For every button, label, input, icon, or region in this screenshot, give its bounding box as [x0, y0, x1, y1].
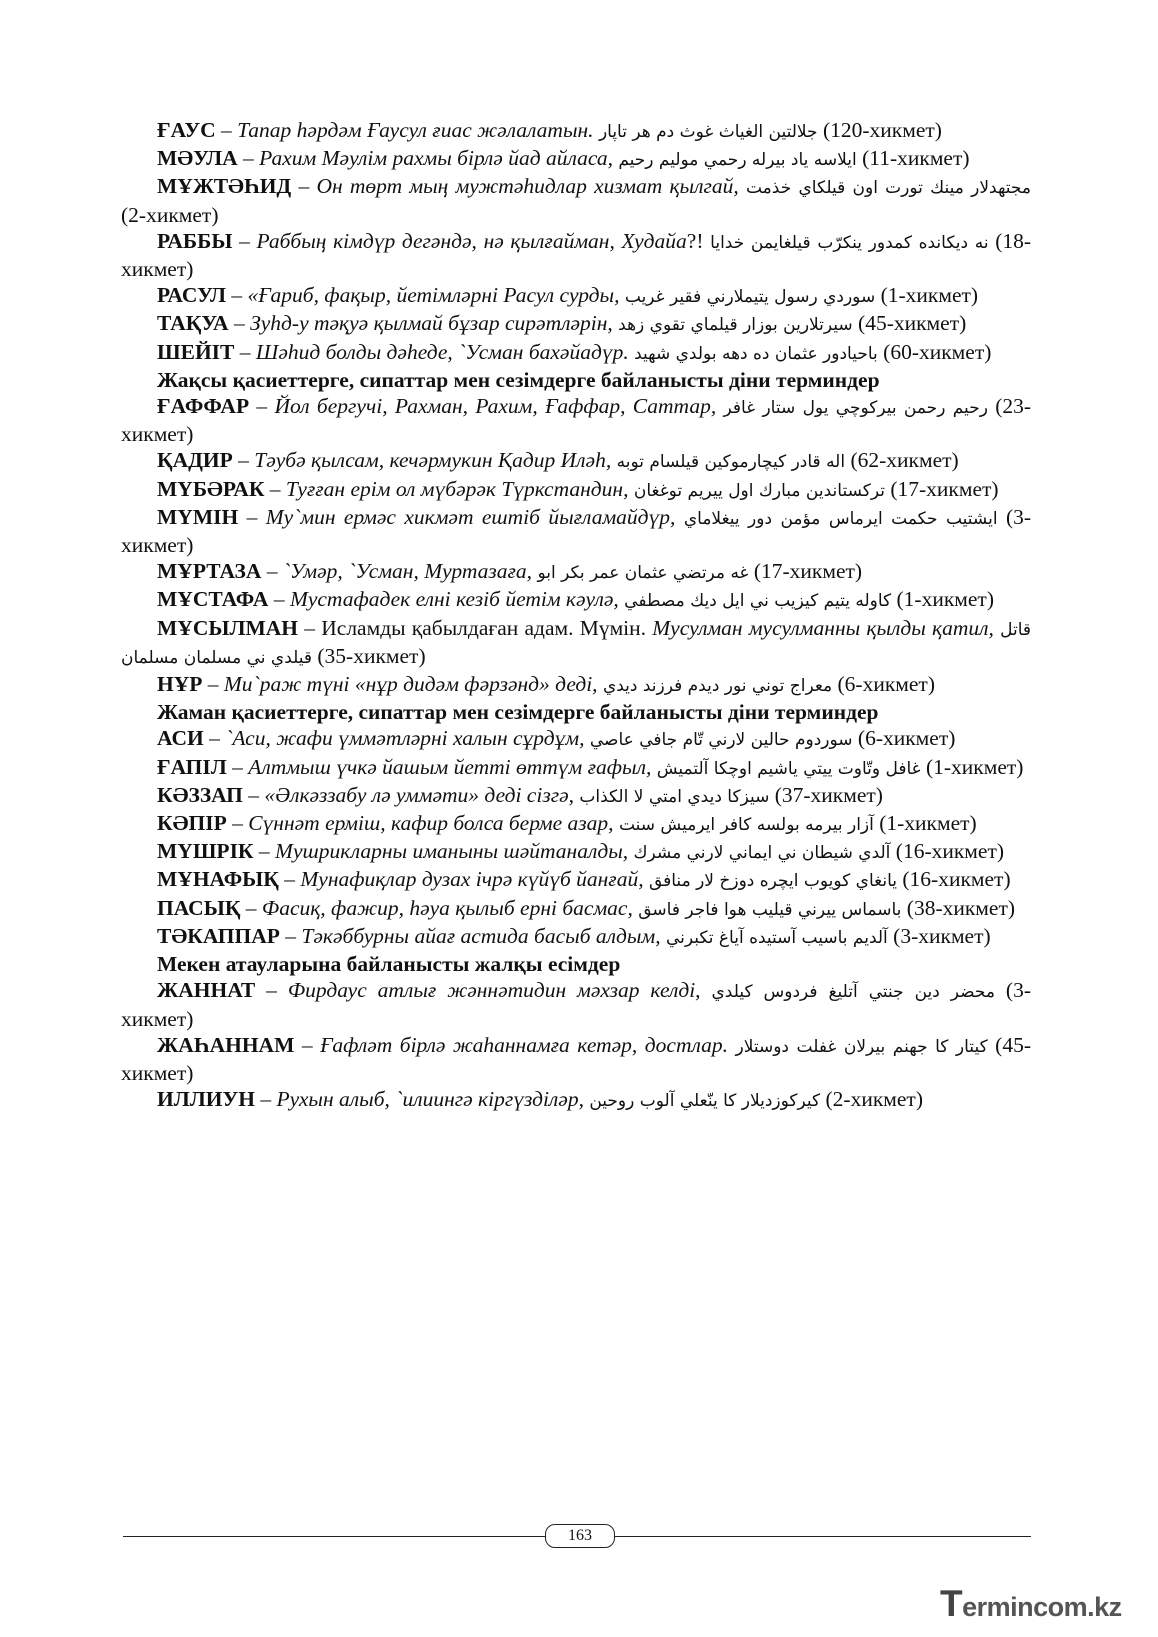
entry-reference: (16-хикмет): [895, 839, 1005, 864]
entry-quote: Му`мин ермәс хикмәт ештіб йығламайдүр,: [265, 504, 676, 529]
entry-dash: –: [231, 283, 243, 308]
entry-arabic-script: باحيادور عثمان ده دهه بولدي شهيد: [634, 343, 878, 364]
entry-arabic-script: نه ديكانده كمدور ينكرّب قيلغايمن خدايا: [710, 232, 989, 253]
entry-term: МҮМІН: [157, 504, 239, 529]
entry-quote: Туғған ерім ол мүбәрәк Түркстандин,: [285, 476, 629, 501]
entry-arabic-script: غه مرتضي عثمان عمر بكر ابو: [537, 563, 749, 584]
entry-arabic-script: كيتار كا جهنم بيرلان غفلت دوستلار: [735, 1036, 988, 1057]
entry-dash: –: [260, 1087, 272, 1112]
entry-dash: –: [266, 978, 277, 1003]
entry-quote: Тапар һәрдәм Ғаусул ғиас жәлалатын.: [237, 118, 594, 142]
entry-term: МӘУЛА: [157, 146, 238, 171]
entry-arabic-script: آلدي شيطان ني ايماني لارني مشرك: [633, 843, 891, 864]
glossary-entry: [121, 754, 1031, 782]
entry-reference: (3-хикмет): [121, 504, 1032, 558]
entry-dash: –: [245, 895, 257, 920]
entry-quote: Рахим Мәулім рахмы бірлә йад айласа,: [259, 146, 613, 171]
entry-term: ШЕЙІТ: [157, 339, 235, 364]
entry-arabic-script: مجتهدلار مينك تورت اون قيلكاي خذمت: [745, 178, 1031, 199]
entry-dash: –: [221, 118, 232, 142]
entry-quote: Мусулман мусулманны қылды қатил,: [652, 615, 994, 640]
entry-reference: (2-хикмет): [825, 1087, 923, 1112]
entry-dash: –: [238, 448, 249, 473]
entry-dash: –: [209, 726, 220, 751]
entry-reference: (23-хикмет): [121, 394, 1032, 447]
glossary-entry: [121, 866, 1031, 894]
entry-quote: `Аси, жафи үммәтләрні халын сұрдұм,: [225, 726, 585, 751]
entry-term: МҰНАФЫҚ: [157, 867, 279, 892]
entry-arabic-script: كيركوزديلار كا ينّعلي آلوب روحين: [589, 1091, 821, 1112]
entry-reference: (2-хикмет): [121, 202, 219, 227]
entry-arabic-script: رحيم رحمن بيركوچي يول ستار غافر: [723, 398, 988, 419]
entry-term: МҰЖТӘҺИД: [157, 174, 292, 199]
entry-dash: –: [273, 587, 285, 612]
entry-quote: Фасиқ, фажир, һәуа қылыб ерні басмас,: [261, 895, 633, 920]
entry-term: ҒАФФАР: [157, 394, 250, 419]
entry-quote: Алтмыш үчкә йашым йетті өттүм ғафыл,: [248, 754, 652, 779]
entry-quote: Сүннәт ерміш, кафир болса берме азар,: [248, 811, 614, 836]
section-heading: Мекен атауларына байланысты жалқы есімдер: [157, 952, 621, 977]
entry-dash: –: [232, 754, 243, 779]
entry-term: ПАСЫҚ: [157, 895, 241, 920]
glossary-entry: [121, 810, 1031, 838]
entry-quote: Мушрикларны иманыны шәйтаналды,: [275, 839, 629, 864]
entry-term: РАСУЛ: [157, 283, 227, 308]
glossary-entry: [121, 228, 1031, 282]
entry-arabic-script: تركستاندين مبارك اول ييريم توغغان: [633, 480, 885, 501]
glossary-entry: [121, 782, 1031, 810]
entry-dash: –: [233, 311, 245, 336]
entry-term: МҮШРІК: [157, 839, 254, 864]
entry-term: МҰРТАЗА: [157, 559, 262, 584]
entry-arabic-script: ايشتيب حكمت ايرماس مؤمن دور ييغلاماي: [683, 508, 998, 529]
entry-arabic-script: جلالتين الغياث غوث دم هر تاپار: [598, 122, 818, 142]
entry-arabic-script: غافل وتّاوت ييتي ياشيم اوچكا آلتميش: [656, 758, 921, 779]
entry-quote: Тәубә қылсам, кечәрмукин Қадир Иләһ,: [254, 448, 612, 473]
entry-arabic-script: كاوله يتيم كيزيب ني ايل ديك مصطفي: [624, 591, 892, 612]
entry-quote: Шәһид болды дәһеде, `Усман бахәйадүр.: [255, 339, 629, 364]
entry-reference: (1-хикмет): [879, 811, 977, 836]
entry-reference: (3-хикмет): [893, 923, 991, 948]
glossary-entry: [121, 476, 1031, 504]
entry-term: ҚАДИР: [157, 448, 233, 473]
watermark-logo: [940, 1584, 1150, 1624]
watermark-text-middle: erminc: [962, 1592, 1048, 1622]
glossary-entry: [121, 895, 1031, 923]
entry-term: МҮБӘРАК: [157, 476, 265, 501]
entry-term: ТАҚУА: [157, 311, 229, 336]
entry-dash: –: [266, 559, 278, 584]
entry-arabic-script: معراج توني نور ديدم فرزند ديدي: [602, 676, 833, 697]
entry-dash: –: [243, 146, 254, 171]
glossary-entry: [121, 117, 1031, 145]
page-number: 163: [545, 1524, 615, 1548]
entry-quote: Он төрт мың мужтәһидлар хизмат қылгай,: [316, 174, 739, 199]
entry-arabic-script: محضر دين جنتي آتليغ فردوس كيلدي: [711, 982, 995, 1003]
entry-term: ЖАҺАННАМ: [157, 1032, 295, 1057]
entry-reference: (45-хикмет): [121, 1032, 1031, 1085]
entry-reference: (45-хикмет): [858, 311, 967, 336]
section-heading: Жақсы қасиеттерге, сипаттар мен сезімдерге байланысты діни терминдер: [157, 367, 880, 392]
glossary-entry: [121, 504, 1031, 558]
entry-dash: –: [207, 672, 219, 697]
watermark-ring: o: [1047, 1592, 1064, 1622]
glossary-entry: [121, 1032, 1031, 1086]
entry-quote: Мунафиқлар дузах ічрә күйүб йанғай,: [300, 867, 644, 892]
entry-reference: (17-хикмет): [753, 559, 863, 584]
glossary-entry: [121, 393, 1031, 447]
glossary-entry: [121, 310, 1031, 338]
entry-term: РАББЫ: [157, 228, 233, 253]
entry-definition: Исламды қабылдаған адам. Мүмін.: [321, 615, 647, 640]
entry-arabic-script: سوردي رسول يتيملارني فقير غريب: [624, 287, 876, 308]
entry-reference: (1-хикмет): [896, 587, 994, 612]
entry-reference: (6-хикмет): [837, 672, 935, 697]
entry-term: ҒАУС: [157, 118, 216, 142]
entry-quote: Зуһд-у тәқуә қылмай бұзар сирәтләрін,: [250, 311, 613, 336]
entry-reference: (60-хикмет): [883, 339, 992, 364]
entry-term: АСИ: [157, 726, 204, 751]
entry-dash: –: [246, 504, 258, 529]
entry-term: ТӘКАППАР: [157, 923, 280, 948]
entry-dash: –: [301, 1032, 313, 1057]
glossary-entry: [121, 671, 1031, 699]
entry-dash: –: [239, 228, 250, 253]
entry-reference: (3-хикмет): [121, 978, 1031, 1031]
entry-dash: –: [269, 476, 281, 501]
glossary-entry: [121, 447, 1031, 475]
entry-quote: «Әлкәззабу лә уммәти» деді сізгә,: [264, 782, 575, 807]
entry-term: КӘПІР: [157, 811, 227, 836]
entry-reference: (38-хикмет): [906, 895, 1016, 920]
glossary-entry: [121, 838, 1031, 866]
entry-reference: (6-хикмет): [857, 726, 956, 751]
entry-reference: (16-хикмет): [902, 867, 1011, 892]
entry-dash: –: [304, 615, 316, 640]
glossary-entry: [121, 145, 1031, 173]
entry-quote: Тәкәббурны айағ астида басыб алдым,: [301, 923, 661, 948]
entry-term: ҒАПІЛ: [157, 754, 227, 779]
document-body: [121, 117, 1031, 1114]
entry-term: МҰСТАФА: [157, 587, 269, 612]
entry-dash: –: [285, 923, 297, 948]
entry-dash: –: [284, 867, 296, 892]
entry-punctuation: ?!: [686, 228, 704, 253]
entry-arabic-script: سيرتلارين بوزار قيلماي تقوي زهد: [618, 315, 853, 336]
entry-reference: (17-хикмет): [890, 476, 999, 501]
glossary-entry: [121, 1086, 1031, 1114]
entry-arabic-script: آزار بيرمه بولسه كافر ايرميش سنت: [618, 815, 874, 836]
glossary-entry: [121, 977, 1031, 1031]
entry-reference: (18-хикмет): [121, 228, 1032, 282]
entry-quote: Рухын алыб, `илиингә кіргүзділәр,: [276, 1087, 584, 1112]
glossary-entry: [121, 615, 1031, 671]
entry-dash: –: [298, 174, 310, 199]
entry-reference: (62-хикмет): [850, 448, 959, 473]
entry-quote: Ми`раж түні «нұр дидәм фәрзәнд» деді,: [223, 672, 598, 697]
entry-quote: Йол бергучі, Рахман, Рахим, Ғаффар, Саттар,: [274, 394, 717, 419]
entry-quote: Мустафадек елні кезіб йетім кәулә,: [289, 587, 619, 612]
entry-quote: `Умәр, `Усман, Муртазаға,: [282, 559, 533, 584]
entry-reference: (1-хикмет): [925, 754, 1024, 779]
watermark-text-suffix: m.kz: [1063, 1592, 1122, 1622]
entry-term: НҰР: [157, 672, 203, 697]
entry-dash: –: [232, 811, 243, 836]
entry-arabic-script: قاتل قيلدي ني مسلمان مسلمان: [121, 619, 1032, 668]
entry-reference: (37-хикмет): [774, 782, 883, 807]
entry-dash: –: [239, 339, 251, 364]
entry-arabic-script: سيزكا ديدي امتي لا الكذاب: [579, 786, 770, 807]
entry-quote: Раббың кімдүр дегәндә, нә қылғайман, Худайа: [256, 228, 687, 253]
entry-arabic-script: آلديم باسيب آستيده آياغ تكبرني: [665, 927, 888, 948]
entry-term: МҰСЫЛМАН: [157, 615, 299, 640]
entry-dash: –: [258, 839, 270, 864]
glossary-entry: [121, 725, 1031, 753]
glossary-entry: [121, 339, 1031, 367]
entry-reference: (35-хикмет): [317, 643, 426, 668]
entry-reference: (120-хикмет): [822, 118, 942, 142]
entry-dash: –: [256, 394, 268, 419]
entry-term: КӘЗЗАП: [157, 782, 243, 807]
entry-arabic-script: سوردوم حالين لارني تّام جافي عاصي: [589, 730, 853, 751]
glossary-entry: [121, 923, 1031, 951]
section-heading: Жаман қасиеттерге, сипаттар мен сезімдерге байланысты діни терминдер: [157, 700, 879, 725]
glossary-entry: [121, 173, 1031, 227]
glossary-entry: [121, 558, 1031, 586]
entry-dash: –: [248, 782, 260, 807]
entry-arabic-script: باسماس ييرني قيليب هوا فاجر فاسق: [638, 899, 902, 920]
entry-reference: (11-хикмет): [862, 146, 970, 171]
entry-term: ИЛЛИУН: [157, 1087, 255, 1112]
entry-arabic-script: ايلاسه ياد بيرله رحمي موليم رحيم: [618, 150, 857, 171]
entry-quote: «Ғариб, фақыр, йетімләрні Расул сурды,: [247, 283, 620, 308]
glossary-entry: [121, 586, 1031, 614]
entry-arabic-script: اله قادر كيچارموكين قيلسام توبه: [616, 452, 846, 473]
entry-quote: Ғафләт бірлә жаһаннамға кетәр, достлар.: [320, 1032, 728, 1057]
entry-term: ЖАННАТ: [157, 978, 256, 1003]
entry-quote: Фирдаус атлығ жәннәтидин мәхзар келді,: [287, 978, 701, 1003]
entry-arabic-script: يانغاي كويوب ايچره دوزخ لار منافق: [648, 871, 897, 892]
watermark-initial: T: [940, 1583, 963, 1624]
entry-reference: (1-хикмет): [880, 283, 979, 308]
glossary-entry: [121, 282, 1031, 310]
